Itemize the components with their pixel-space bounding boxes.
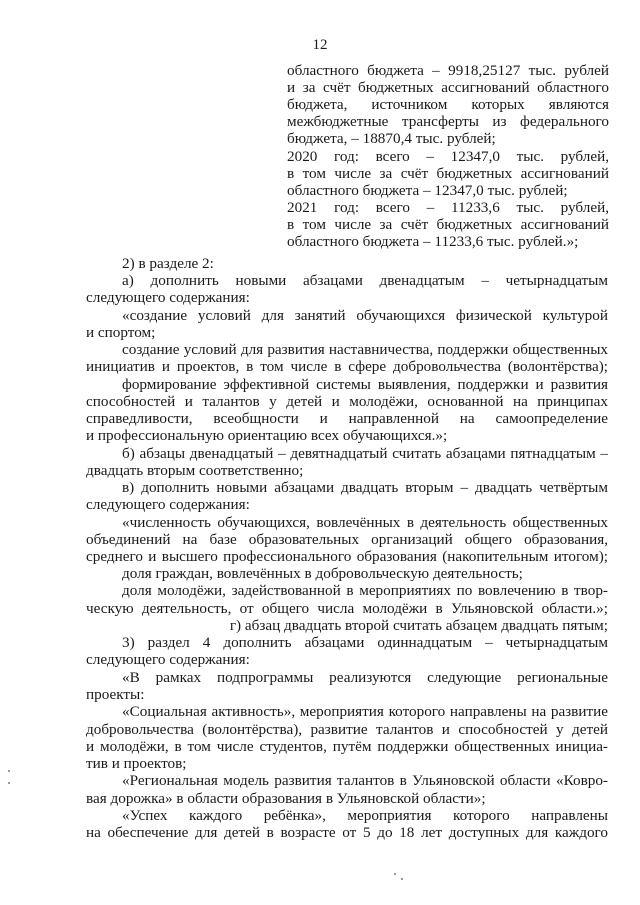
paragraph-line: доля граждан, вовлечённых в добровольческую деятельность; xyxy=(122,565,523,582)
paragraph-line: на обеспечение для детей в возрасте от 5 до 18 лет доступных для каждого xyxy=(86,824,608,841)
scan-speck xyxy=(394,873,396,875)
budget-line: бюджета, источником которых являются xyxy=(287,96,609,113)
paragraph-line: проекты: xyxy=(86,686,145,703)
paragraph-line: справедливости, всеобщности и направленной на самоопределение xyxy=(86,410,608,427)
paragraph-line: добровольчества (волонтёрства), развитие талантов и способностей у детей xyxy=(86,721,608,738)
paragraph-line: в) дополнить новыми абзацами двадцать вторым – двадцать четвёртым xyxy=(122,479,608,496)
paragraph-line: «Региональная модель развития талантов в Ульяновской области «Ковро- xyxy=(122,772,608,789)
paragraph-line: а) дополнить новыми абзацами двенадцатым – четырнадцатым xyxy=(122,272,608,289)
paragraph-line: способностей и талантов у детей и молодёжи, основанной на принципах xyxy=(86,393,608,410)
paragraph-line: ческую деятельность, от общего числа молодёжи в Ульяновской области.»; xyxy=(86,600,608,617)
budget-line: бюджета, – 18870,4 тыс. рублей; xyxy=(287,130,496,147)
paragraph-line: и молодёжи, в том числе студентов, путём поддержки общественных инициа- xyxy=(86,738,608,755)
budget-line: в том числе за счёт бюджетных ассигнований xyxy=(287,165,609,182)
scan-speck xyxy=(401,878,403,880)
paragraph-line: «численность обучающихся, вовлечённых в деятельность общественных xyxy=(122,514,608,531)
paragraph-line: среднего и высшего профессионального образования (накопительным итогом); xyxy=(86,548,608,565)
page-number: 12 xyxy=(312,37,328,53)
budget-line: областного бюджета – 11233,6 тыс. рублей.»; xyxy=(287,233,579,250)
paragraph-line: следующего содержания: xyxy=(86,289,250,306)
paragraph-line: «Социальная активность», мероприятия которого направлены на развитие xyxy=(122,703,608,720)
paragraph-line: формирование эффективной системы выявления, поддержки и развития xyxy=(122,376,608,393)
paragraph-line: г) абзац двадцать второй считать абзацем двадцать пятым; xyxy=(229,617,608,634)
paragraph-line: следующего содержания: xyxy=(86,651,250,668)
paragraph-line: следующего содержания: xyxy=(86,496,250,513)
paragraph-line: доля молодёжи, задействованной в мероприятиях по вовлечению в твор- xyxy=(122,582,608,599)
paragraph-line: «создание условий для занятий обучающихся физической культурой xyxy=(122,307,608,324)
paragraph-line: 2) в разделе 2: xyxy=(122,255,214,272)
budget-line: областного бюджета – 12347,0 тыс. рублей; xyxy=(287,182,568,199)
paragraph-line: создание условий для развития наставничества, поддержки общественных xyxy=(122,341,608,358)
scan-speck xyxy=(8,770,10,772)
scan-speck xyxy=(8,782,10,784)
paragraph-line: «В рамках подпрограммы реализуются следующие региональные xyxy=(122,669,608,686)
paragraph-line: инициатив и проектов, в том числе в сфере добровольчества (волонтёрства); xyxy=(86,358,608,375)
paragraph-line: двадцать вторым соответственно; xyxy=(86,462,304,479)
budget-line: и за счёт бюджетных ассигнований областного xyxy=(287,79,609,96)
budget-line: в том числе за счёт бюджетных ассигнований xyxy=(287,216,609,233)
budget-line: межбюджетные трансферты из федерального xyxy=(287,113,609,130)
paragraph-line: вая дорожка» в области образования в Ульяновской области»; xyxy=(86,790,486,807)
paragraph-line: тив и проектов; xyxy=(86,755,187,772)
budget-line: областного бюджета – 9918,25127 тыс. рублей xyxy=(287,62,609,79)
budget-line: 2021 год: всего – 11233,6 тыс. рублей, xyxy=(287,199,609,216)
paragraph-line: и спортом; xyxy=(86,324,156,341)
paragraph-line: «Успех каждого ребёнка», мероприятия которого направлены xyxy=(122,807,608,824)
paragraph-line: 3) раздел 4 дополнить абзацами одиннадцатым – четырнадцатым xyxy=(122,634,608,651)
paragraph-line: и профессиональную ориентацию всех обучающихся.»; xyxy=(86,427,448,444)
paragraph-line: б) абзацы двенадцатый – девятнадцатый считать абзацами пятнадцатым – xyxy=(122,445,608,462)
paragraph-line: объединений на базе образовательных организаций общего образования, xyxy=(86,531,608,548)
budget-line: 2020 год: всего – 12347,0 тыс. рублей, xyxy=(287,148,609,165)
